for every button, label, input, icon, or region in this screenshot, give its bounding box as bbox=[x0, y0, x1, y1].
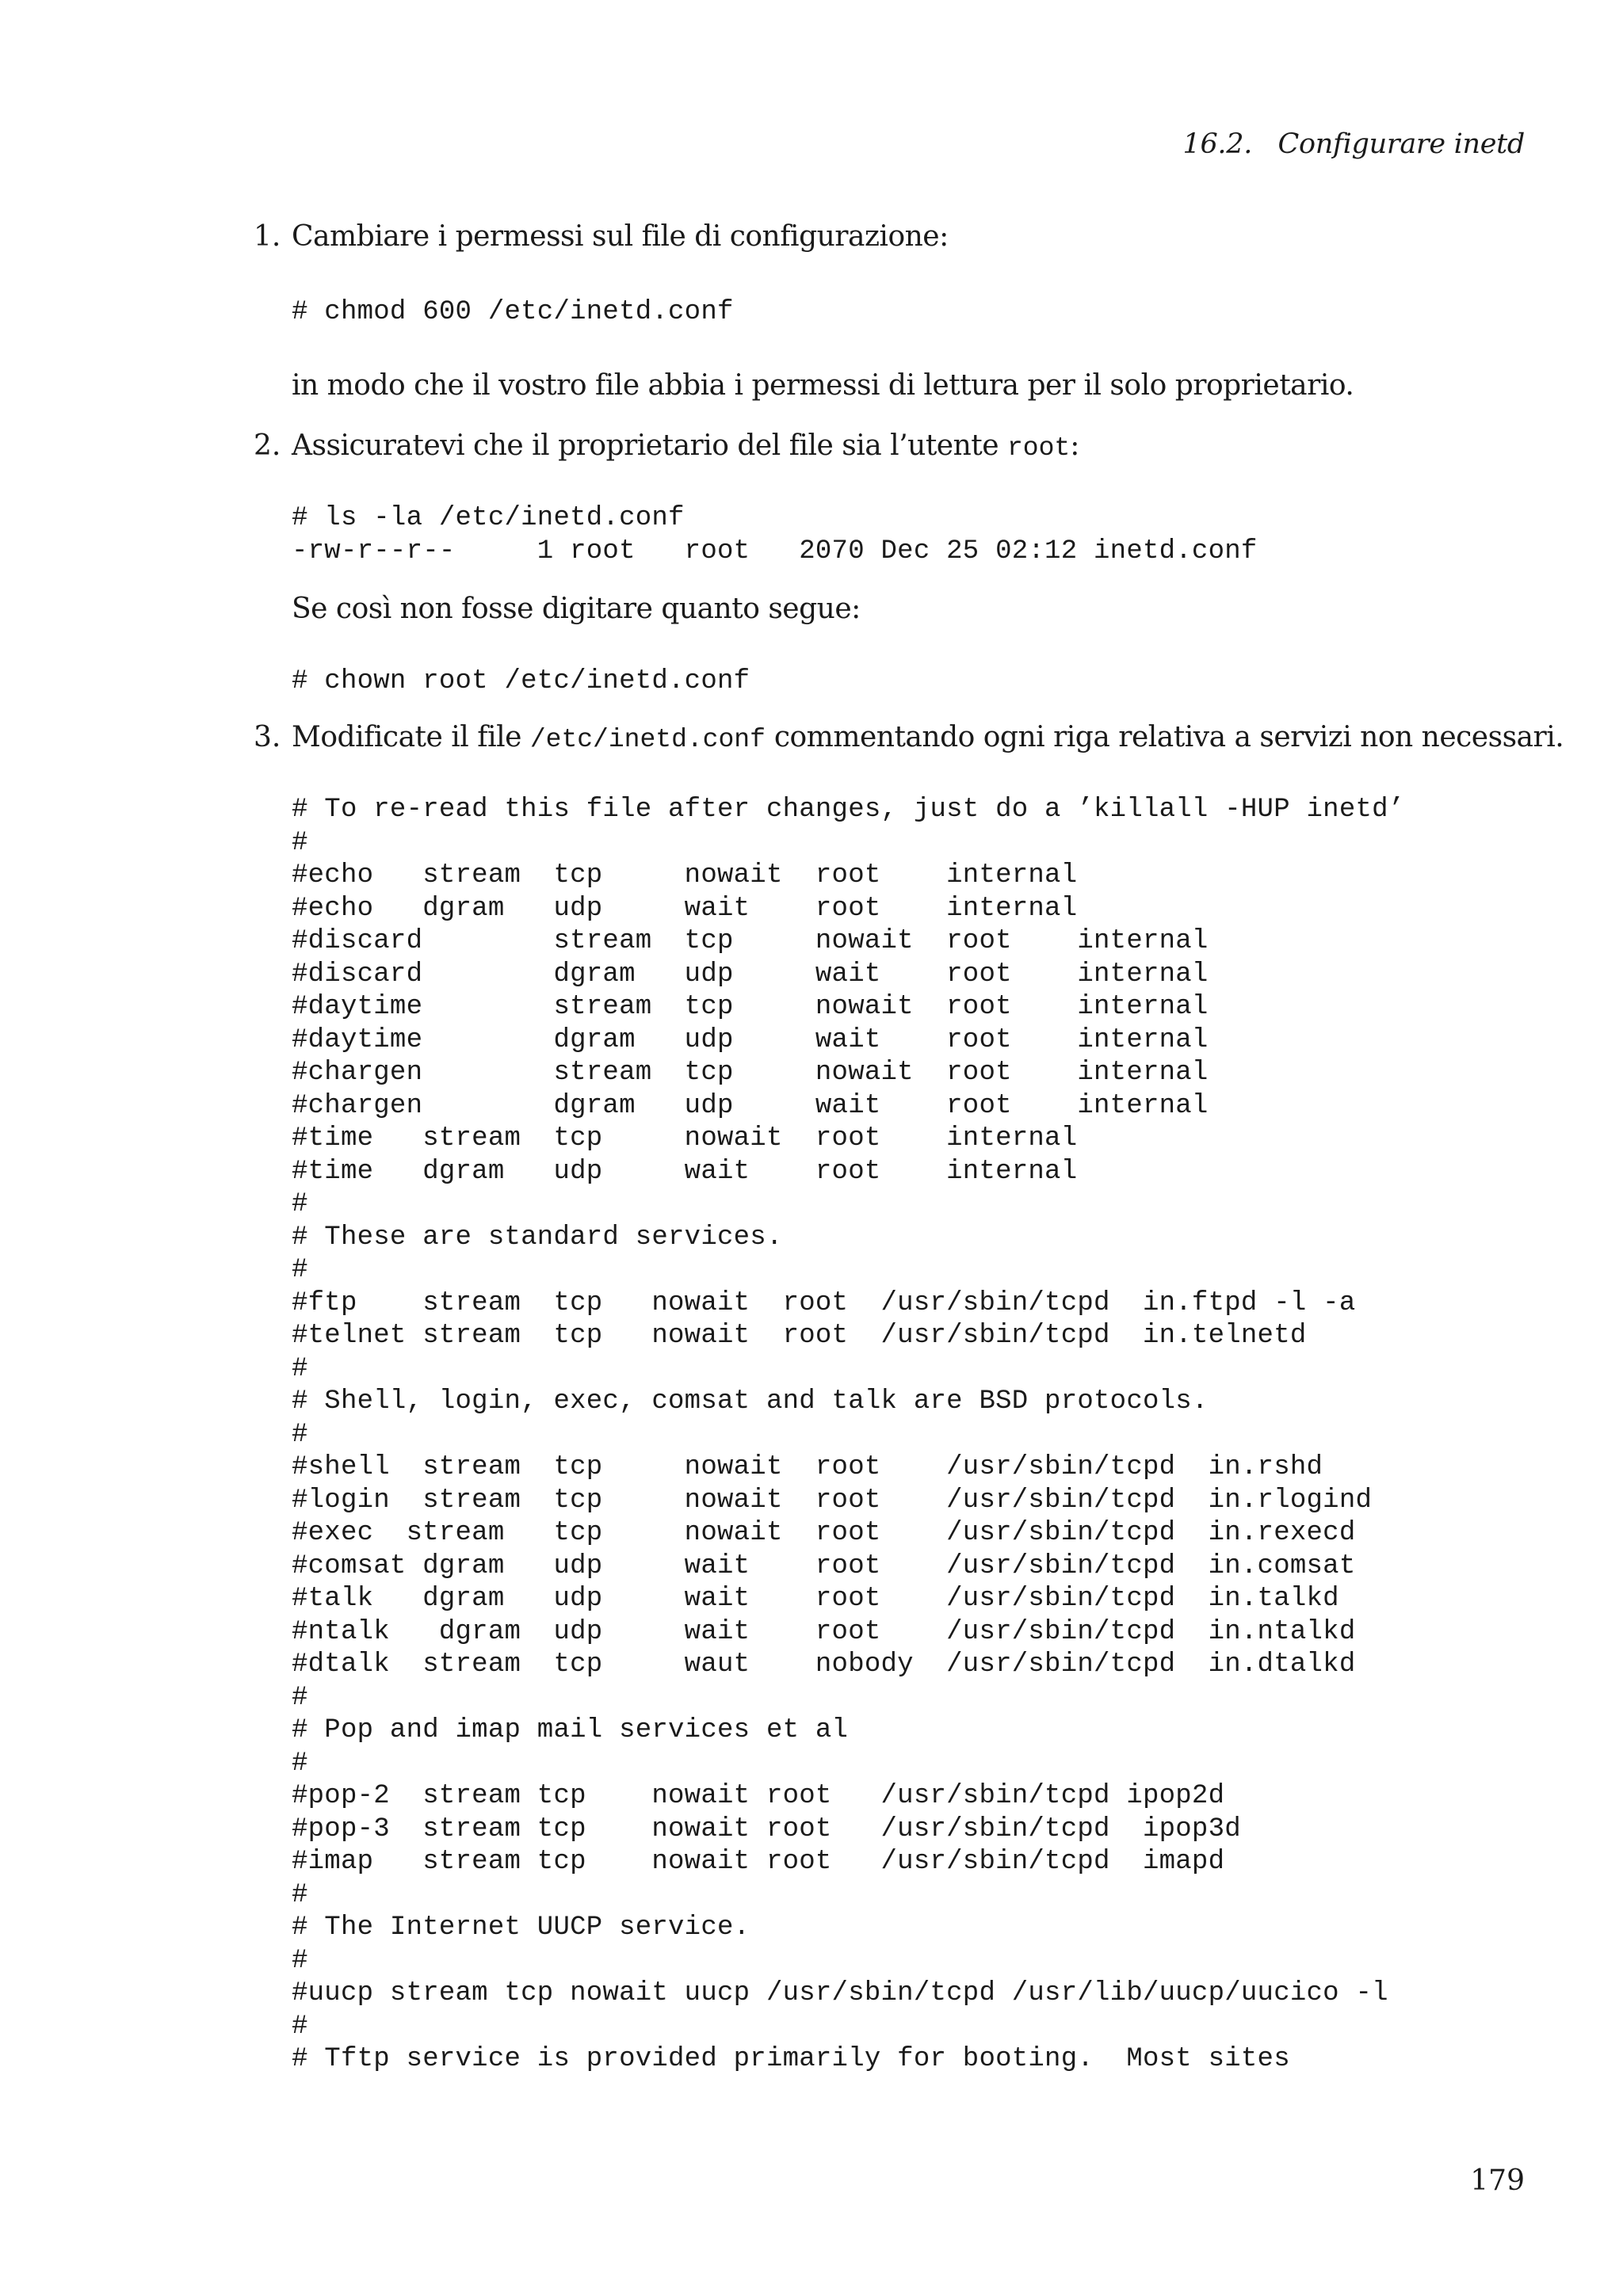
code-line: #talk dgram udp wait root /usr/sbin/tcpd in.talkd bbox=[292, 1584, 1339, 1614]
item-3-text-after: commentando ogni riga relativa a servizi non necessari. bbox=[765, 721, 1564, 753]
code-line: # bbox=[292, 1189, 308, 1219]
item-2-text bbox=[292, 429, 1079, 463]
item-3-text-before: Modificate il file bbox=[292, 721, 530, 753]
code-line: #time stream tcp nowait root internal bbox=[292, 1123, 1078, 1154]
code-line: #dtalk stream tcp waut nobody /usr/sbin/tcpd in.dtalkd bbox=[292, 1650, 1356, 1680]
code-line: #pop-3 stream tcp nowait root /usr/sbin/tcpd ipop3d bbox=[292, 1814, 1241, 1844]
code-line: #discard dgram udp wait root internal bbox=[292, 959, 1209, 990]
code-line: #echo dgram udp wait root internal bbox=[292, 893, 1078, 924]
code-line: # Tftp service is provided primarily for booting. Most sites bbox=[292, 2044, 1290, 2074]
code-line: -rw-r--r-- 1 root root 2070 Dec 25 02:12 inetd.conf bbox=[292, 536, 1258, 566]
item-2-text-before: Assicuratevi che il proprietario del file sia l’utente bbox=[292, 429, 1007, 462]
code-line: # chown root /etc/inetd.conf bbox=[292, 666, 750, 696]
code-line: #chargen stream tcp nowait root internal bbox=[292, 1058, 1209, 1088]
code-line: # ls -la /etc/inetd.conf bbox=[292, 503, 685, 533]
code-line: #daytime stream tcp nowait root internal bbox=[292, 992, 1209, 1022]
code-line: #chargen dgram udp wait root internal bbox=[292, 1090, 1209, 1121]
item-3-text bbox=[292, 721, 1564, 754]
code-line: # bbox=[292, 1255, 308, 1285]
code-block-inetd-conf bbox=[292, 794, 1404, 2077]
page-number: 179 bbox=[1470, 2164, 1525, 2197]
item-2-middle-text: Se così non fosse digitare quanto segue: bbox=[292, 593, 861, 625]
code-line: #comsat dgram udp wait root /usr/sbin/tcpd in.comsat bbox=[292, 1550, 1356, 1581]
code-line: # bbox=[292, 827, 308, 858]
code-line: # bbox=[292, 1353, 308, 1384]
code-line: #exec stream tcp nowait root /usr/sbin/tcpd in.rexecd bbox=[292, 1518, 1356, 1548]
list-number-3: 3. bbox=[254, 721, 281, 753]
code-line: #pop-2 stream tcp nowait root /usr/sbin/tcpd ipop2d bbox=[292, 1781, 1225, 1811]
code-line: #ftp stream tcp nowait root /usr/sbin/tcpd in.ftpd -l -a bbox=[292, 1287, 1356, 1318]
inline-code-root: root bbox=[1007, 433, 1071, 463]
code-line: # bbox=[292, 2011, 308, 2042]
code-block-chmod bbox=[292, 296, 734, 330]
code-line: # The Internet UUCP service. bbox=[292, 1913, 750, 1943]
code-line: #ntalk dgram udp wait root /usr/sbin/tcpd in.ntalkd bbox=[292, 1616, 1356, 1647]
code-line: # Shell, login, exec, comsat and talk are BSD protocols. bbox=[292, 1386, 1209, 1417]
item-1-text: Cambiare i permessi sul file di configurazione: bbox=[292, 220, 949, 253]
code-line: # Pop and imap mail services et al bbox=[292, 1715, 849, 1745]
inline-code-inetd-conf: /etc/inetd.conf bbox=[529, 725, 766, 754]
running-head: 16.2. Configurare inetd bbox=[1182, 128, 1525, 160]
code-block-chown bbox=[292, 666, 750, 699]
code-line: #uucp stream tcp nowait uucp /usr/sbin/tcpd /usr/lib/uucp/uucico -l bbox=[292, 1978, 1388, 2008]
item-1-after-text: in modo che il vostro file abbia i permessi di lettura per il solo proprietario. bbox=[292, 369, 1354, 402]
code-line: # bbox=[292, 1419, 308, 1450]
code-line: # bbox=[292, 1945, 308, 1976]
code-line: #imap stream tcp nowait root /usr/sbin/tcpd imapd bbox=[292, 1847, 1225, 1877]
code-line: #echo stream tcp nowait root internal bbox=[292, 860, 1078, 891]
code-block-ls bbox=[292, 502, 1258, 568]
code-line: # bbox=[292, 1879, 308, 1910]
code-line: #login stream tcp nowait root /usr/sbin/tcpd in.rlogind bbox=[292, 1485, 1373, 1516]
code-line: #time dgram udp wait root internal bbox=[292, 1156, 1078, 1187]
code-line: # chmod 600 /etc/inetd.conf bbox=[292, 297, 734, 327]
item-2-text-after: : bbox=[1070, 429, 1079, 462]
code-line: #telnet stream tcp nowait root /usr/sbin/tcpd in.telnetd bbox=[292, 1321, 1307, 1351]
code-line: # bbox=[292, 1748, 308, 1779]
code-line: # bbox=[292, 1682, 308, 1713]
code-line: #discard stream tcp nowait root internal bbox=[292, 926, 1209, 956]
list-number-2: 2. bbox=[254, 429, 281, 462]
code-line: #shell stream tcp nowait root /usr/sbin/tcpd in.rshd bbox=[292, 1452, 1323, 1482]
list-number-1: 1. bbox=[254, 220, 281, 253]
code-line: # To re-read this file after changes, just do a ’killall -HUP inetd’ bbox=[292, 795, 1405, 825]
code-line: #daytime dgram udp wait root internal bbox=[292, 1024, 1209, 1055]
code-line: # These are standard services. bbox=[292, 1222, 783, 1253]
